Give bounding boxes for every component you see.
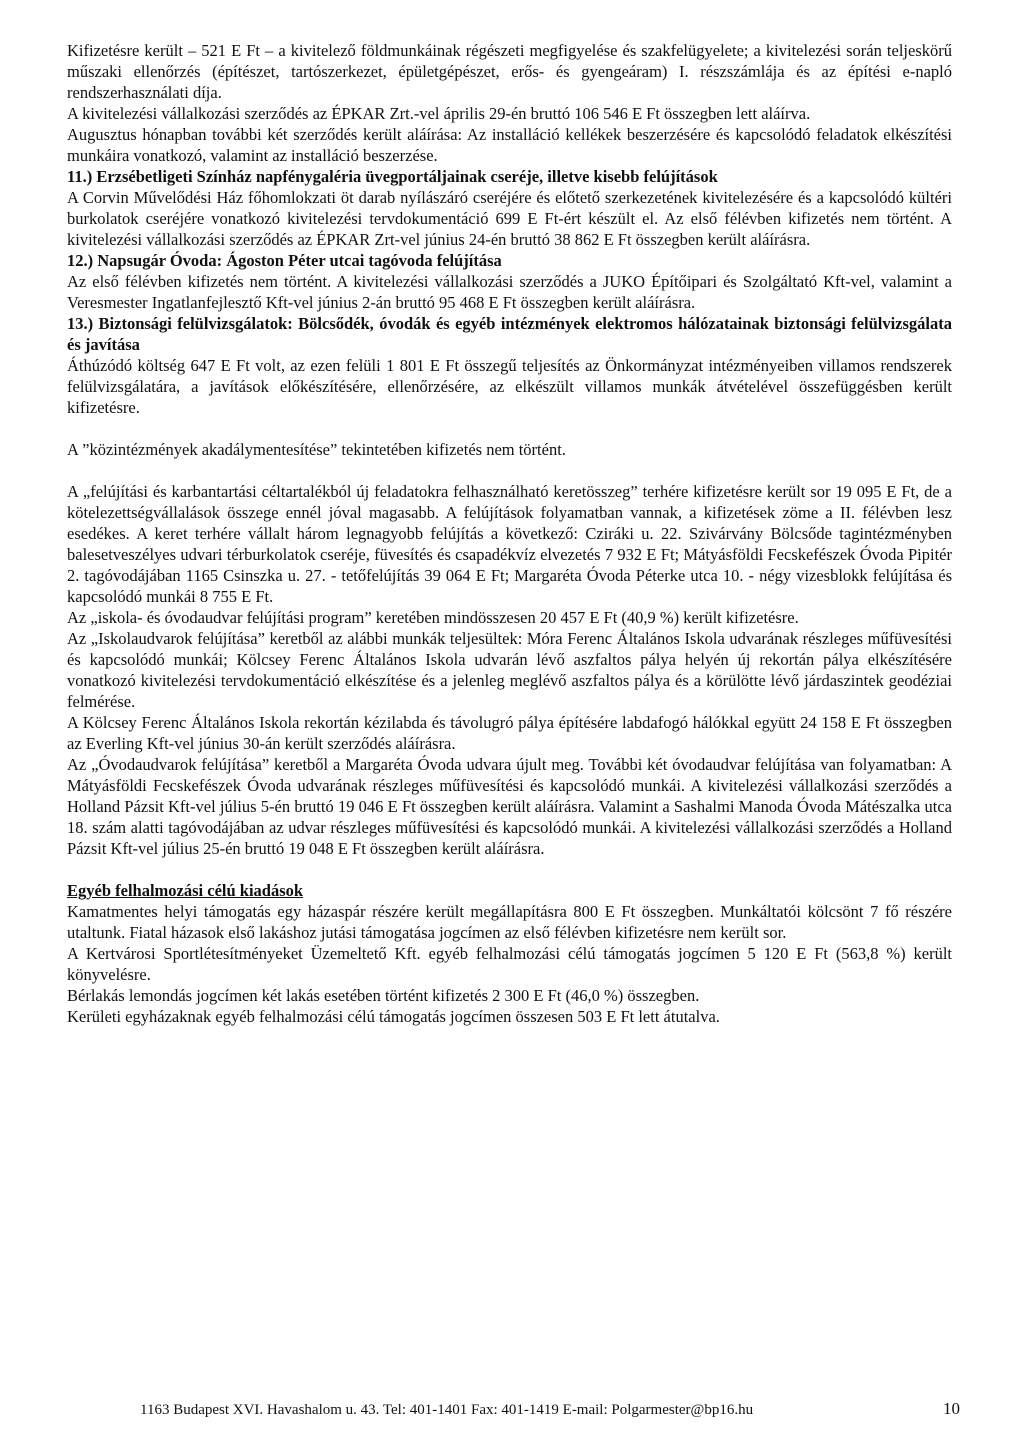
section-12-text: Az első félévben kifizetés nem történt. A kivitelezési vállalkozási szerződés a JUKO Építőipari és Szolgáltató Kft-vel, valamint a Veresmester Ingatlanfejlesztő Kft-vel június 2-án bruttó 95 468 E Ft összegben került aláírásra. (67, 272, 952, 312)
page-number: 10 (943, 1399, 960, 1418)
section-11-heading (67, 166, 952, 187)
spacer (67, 418, 952, 439)
section-12-heading (67, 250, 952, 271)
footer-address: 1163 Budapest XVI. Havashalom u. 43. Tel: 401-1401 Fax: 401-1419 E-mail: Polgarmester@bp16.hu (140, 1402, 754, 1418)
spacer (67, 460, 952, 481)
section-13-number: 13.) (67, 314, 94, 333)
spacer (67, 859, 952, 880)
paragraph-felujitasi-keret: A „felújítási és karbantartási céltartalékból új feladatokra felhasználható keretösszeg” terhére kifizetésre került sor 19 095 E Ft, de a kötelezettségvállalások összege ennél jóval magasabb. A felújítások folyamatban vannak, a kifizetések zöme a II. félévben lesz esedékes. A keret terhére vállalt három legnagyobb felújítás a következő: Cziráki u. 22. Szivárvány Bölcsőde tagintézményben balesetveszélyes udvari térburkolatok cseréje, füvesítés és csapadékvíz elvezetés 7 932 E Ft; Mátyásföldi Fecskefészek Óvoda Pipitér 2. tagóvodájában 1165 Csinszka u. 27. - tetőfelújítás 39 064 E Ft; Margaréta Óvoda Péterke utca 10. - négy vizesblokk felújítása és kapcsolódó munkái 8 755 E Ft. (67, 482, 952, 606)
paragraph-iskola-ovodaudvar: Az „iskola- és óvodaudvar felújítási program” keretében mindösszesen 20 457 E Ft (40,9 %) került kifizetésre. (67, 608, 799, 627)
paragraph-augusztus: Augusztus hónapban további két szerződés került aláírása: Az installáció kellékek beszerzésére és kapcsolódó feladatok elkészítési munkáira vonatkozó, valamint az installáció beszerzése. (67, 125, 952, 165)
paragraph-egyhazak: Kerületi egyházaknak egyéb felhalmozási célú támogatás jogcímen összesen 503 E Ft lett átutalva. (67, 1007, 720, 1026)
section-12-number: 12.) (67, 251, 94, 270)
section-11-title: Erzsébetligeti Színház napfénygaléria üvegportáljainak cseréje, illetve kisebb felújítások (96, 167, 718, 186)
section-13-title: Biztonsági felülvizsgálatok: Bölcsődék, óvodák és egyéb intézmények elektromos hálózatainak biztonsági felülvizsgálata és javítása (67, 314, 952, 354)
section-13-text: Áthúzódó költség 647 E Ft volt, az ezen felüli 1 801 E Ft összegű teljesítés az Önkormányzat intézményeiben villamos rendszerek felülvizsgálatára, a javítások előkészítésére, ellenőrzésére, az elkészült villamos munkák átvételével összefüggésben került kifizetésre. (67, 356, 952, 417)
paragraph-kolcsey: A Kölcsey Ferenc Általános Iskola rekortán kézilabda és távolugró pálya építésére labdafogó hálókkal együtt 24 158 E Ft összegben az Everling Kft-vel június 30-án került szerződés aláírásra. (67, 713, 952, 753)
paragraph-szerzodes-epkar: A kivitelezési vállalkozási szerződés az ÉPKAR Zrt.-vel április 29-én bruttó 106 546 E Ft összegben lett aláírva. (67, 104, 811, 123)
paragraph-iskolaudvarok: Az „Iskolaudvarok felújítása” keretből az alábbi munkák teljesültek: Móra Ferenc Általános Iskola udvarának részleges műfüvesítési és kapcsolódó munkái; Kölcsey Ferenc Általános Iskola udvarán lévő aszfaltos pálya helyén új rekortán pálya elkészítésére vonatkozó kivitelezési tervdokumentáció elkészítése és a jelenleg meglévő aszfaltos pálya és a körülötte lévő járdaszintek geodéziai felmérése. (67, 629, 952, 711)
section-11-number: 11.) (67, 167, 93, 186)
section-13-heading (67, 313, 952, 355)
section-12-title: Napsugár Óvoda: Ágoston Péter utcai tagóvoda felújítása (97, 251, 502, 270)
paragraph-kamatmentes: Kamatmentes helyi támogatás egy házaspár részére került megállapításra 800 E Ft összegben. Munkáltatói kölcsönt 7 fő részére utaltunk. Fiatal házasok első lakáshoz jutási támogatása jogcímen az első félévben kifizetésre nem került sor. (67, 902, 952, 942)
paragraph-kozintezmenyek: A ”közintézmények akadálymentesítése” tekintetében kifizetés nem történt. (67, 440, 566, 459)
paragraph-ovodaudvarok: Az „Óvodaudvarok felújítása” keretből a Margaréta Óvoda udvara újult meg. További két óvodaudvar felújítása van folyamatban: A Mátyásföldi Fecskefészek Óvoda udvarának részleges műfüvesítési és kapcsolódó munkái. A kivitelezési vállalkozási szerződés a Holland Pázsit Kft-vel július 5-én bruttó 19 046 E Ft összegben került aláírásra. Valamint a Sashalmi Manoda Óvoda Mátészalka utca 18. szám alatti tagóvodájában az udvar részleges műfüvesítési és kapcsolódó munkái. A kivitelezési vállalkozási szerződés a Holland Pázsit Kft-vel július 25-én bruttó 19 048 E Ft összegben került aláírásra. (67, 755, 952, 858)
egyeb-felhalmozasi-heading: Egyéb felhalmozási célú kiadások (67, 881, 304, 900)
section-11-text: A Corvin Művelődési Ház főhomlokzati öt darab nyílászáró cseréjére és előtető szerkezetének kivitelezésére és a kapcsolódó kültéri burkolatok cseréjére vonatkozó kivitelezési tervdokumentáció 699 E Ft-ért készült el. Az első félévben kifizetés nem történt. A kivitelezési vállalkozási szerződés az ÉPKAR Zrt-vel június 24-én bruttó 38 862 E Ft összegben került aláírásra. (67, 188, 952, 249)
paragraph-berlakas: Bérlakás lemondás jogcímen két lakás esetében történt kifizetés 2 300 E Ft (46,0 %) összegben. (67, 986, 700, 1005)
document-body (67, 40, 952, 1027)
paragraph-kifizetes: Kifizetésre került – 521 E Ft – a kivitelező földmunkáinak régészeti megfigyelése és szakfelügyelete; a kivitelezési során teljeskörű műszaki ellenőrzés (építészet, tartószerkezet, épületgépészet, erős- és gyengeáram) I. részszámlája és az építési e-napló rendszerhasználati díja. (67, 41, 952, 102)
paragraph-sportletesitmeny: A Kertvárosi Sportlétesítményeket Üzemeltető Kft. egyéb felhalmozási célú támogatás jogcímen 5 120 E Ft (563,8 %) került könyvelésre. (67, 944, 952, 984)
